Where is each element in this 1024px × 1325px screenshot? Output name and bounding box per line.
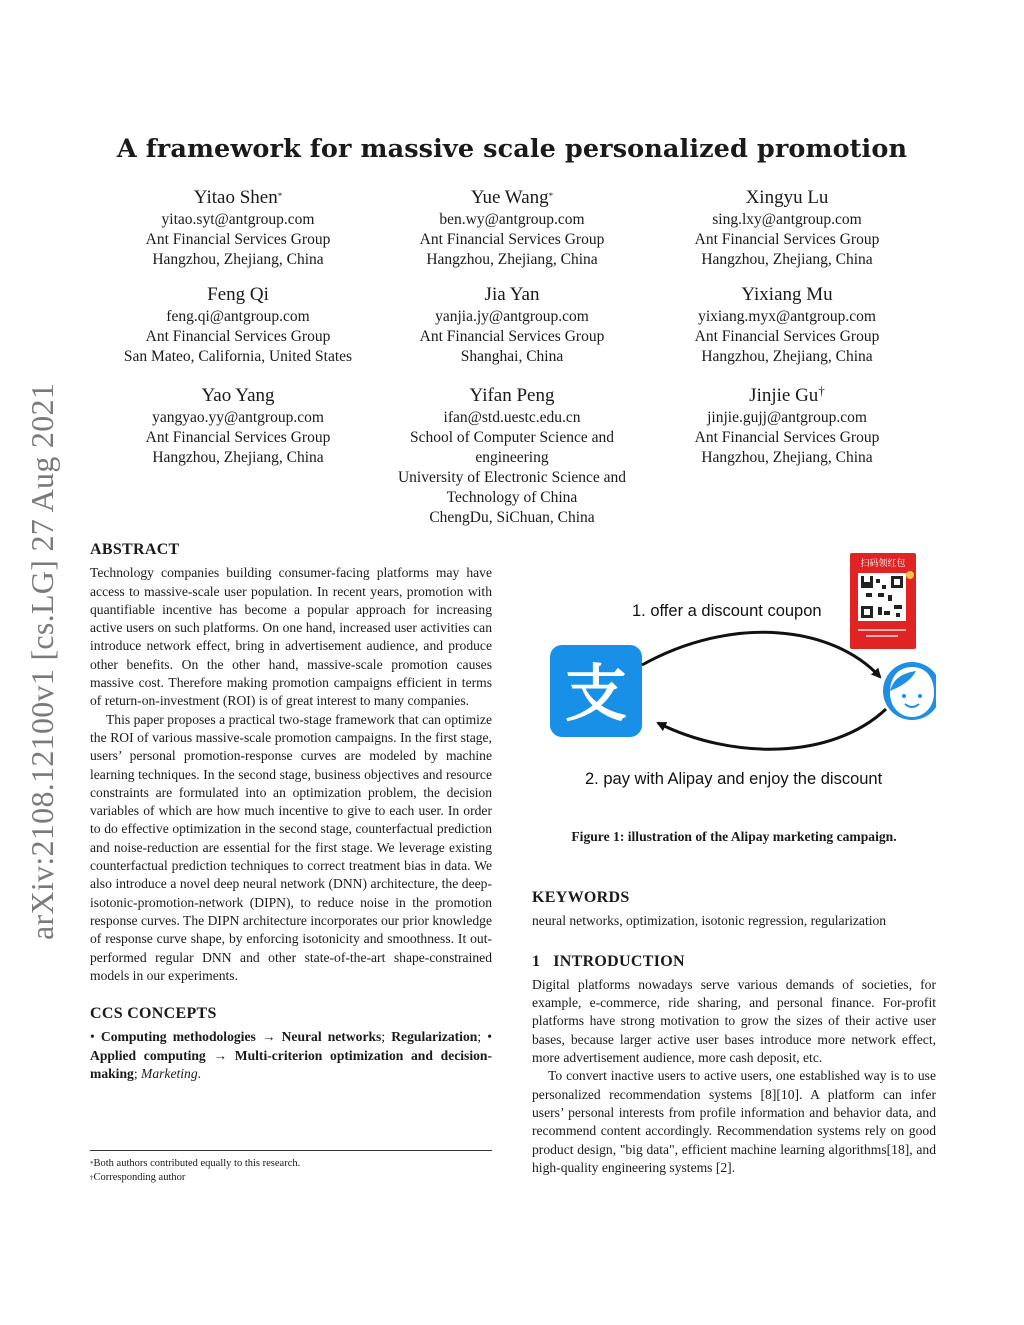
author-block xyxy=(637,384,937,468)
author-affiliation: Ant Financial Services Group xyxy=(694,429,880,446)
author-affiliation: Ant Financial Services Group xyxy=(145,328,331,345)
author-name: Jinjie Gu xyxy=(749,385,819,406)
offer-arrow xyxy=(642,632,880,677)
footnotes xyxy=(90,1150,492,1185)
author-block xyxy=(362,384,662,528)
footnote xyxy=(90,1171,492,1185)
coupon-icon xyxy=(850,553,916,649)
ccs-end: . xyxy=(197,1066,202,1082)
paper-title: A framework for massive scale personalized promotion xyxy=(116,134,908,164)
intro-paragraph: Digital platforms nowadays serve various demands of societies, for example, e-commerce, ride sharing, and personal finance. For-profit platforms have strong motivation to grow the sizes of their active user bases, because larger active user bases introduce more network effect, more advertisement audience, more cash deposit, etc. xyxy=(532,976,936,1066)
arxiv-stamp: arXiv:2108.12100v1 [cs.LG] 27 Aug 2021 xyxy=(24,382,60,940)
abstract-paragraph: This paper proposes a practical two-stage framework that can optimize the ROI of various massive-scale promotion campaigns. In the first stage, users’ personal promotion-response curves are modeled by machine learning techniques. In the second stage, business objectives and resource constraints are formulated into an optimization problem, the decision variables of which are how much incentive to give to each user. In order to do effective optimization in the second stage, counterfactual prediction and noise-reduction are essential for the first stage. We leverage existing counterfactual prediction techniques to correct treatment bias in data. We also introduce a novel deep neural network (DNN) architecture, the deep-isotonic-promotion-network (DIPN), to reduce noise in the promotion response curves. The DIPN architecture incorporates our prior knowledge of response curve shape, by enforcing isotonicity and smoothness. It out-performed regular DNN and other state-of-the-art shape-constrained models in our experiments. xyxy=(90,711,492,983)
author-affiliation: School of Computer Science and xyxy=(409,429,615,446)
ccs-arrow: → xyxy=(261,1029,276,1045)
author-name: Yitao Shen xyxy=(193,187,278,208)
author-block xyxy=(88,283,388,367)
ccs-heading: CCS CONCEPTS xyxy=(90,1005,217,1023)
author-block xyxy=(88,384,388,468)
author-mark: * xyxy=(548,191,554,201)
author-location: Shanghai, China xyxy=(460,348,564,365)
footnote xyxy=(90,1157,492,1171)
intro-paragraph: To convert inactive users to active users, one established way is to use personalized recommendation systems [8][10]. A platform can infer users’ personal interests from profile information and behavior data, and recommend content accordingly. Recommendation systems rely on good product design, "big data", efficient machine learning algorithms[18], and high-quality engineering systems [2]. xyxy=(532,1068,936,1175)
section-title: INTRODUCTION xyxy=(553,952,685,970)
author-name: Feng Qi xyxy=(207,284,269,305)
footnote-mark: † xyxy=(90,1174,94,1182)
keywords-text: neural networks, optimization, isotonic regression, regularization xyxy=(532,913,887,929)
ccs-concepts xyxy=(90,1028,492,1083)
ccs-bullet: • xyxy=(487,1029,492,1045)
author-email: ifan@std.uestc.edu.cn xyxy=(443,409,581,426)
author-name: Xingyu Lu xyxy=(745,187,829,208)
author-block xyxy=(362,283,662,367)
author-mark: † xyxy=(818,383,825,398)
ccs-concept: Multi-criterion optimization and decision-making xyxy=(90,1047,492,1082)
author-block xyxy=(637,283,937,367)
keywords-heading: KEYWORDS xyxy=(532,889,630,906)
ccs-concept: Computing methodologies xyxy=(100,1029,256,1045)
author-affiliation: engineering xyxy=(475,449,549,466)
author-affiliation: Ant Financial Services Group xyxy=(419,328,605,345)
author-block xyxy=(637,186,937,270)
author-location: Hangzhou, Zhejiang, China xyxy=(152,251,324,268)
author-location: Hangzhou, Zhejiang, China xyxy=(701,449,873,466)
author-location: San Mateo, California, United States xyxy=(123,348,353,365)
author-affiliation: Ant Financial Services Group xyxy=(145,429,331,446)
ccs-sep: ; xyxy=(381,1029,386,1045)
figure-label-pay: 2. pay with Alipay and enjoy the discount xyxy=(585,770,883,788)
ccs-concept: Regularization xyxy=(391,1029,478,1045)
author-email: ben.wy@antgroup.com xyxy=(439,211,585,228)
ccs-concept: Marketing xyxy=(141,1066,198,1082)
author-name: Yixiang Mu xyxy=(741,284,833,305)
author-location: Hangzhou, Zhejiang, China xyxy=(701,348,873,365)
ccs-sep: ; xyxy=(477,1029,482,1045)
author-email: yitao.syt@antgroup.com xyxy=(161,211,315,228)
author-email: yanjia.jy@antgroup.com xyxy=(435,308,589,325)
author-affiliation: Ant Financial Services Group xyxy=(694,328,880,345)
alipay-logo-icon xyxy=(550,645,642,737)
author-name: Yifan Peng xyxy=(469,385,555,406)
author-block xyxy=(362,186,662,270)
abstract-paragraph: Technology companies building consumer-facing platforms may have access to massive-scale user population. In recent years, promotion with quantifiable incentive has become a popular approach for increasing active users on such platforms. On one hand, increased user activities can introduce network effect, bring in advertisement audience, and produce other benefits. On the other hand, massive-scale promotion causes massive cost. Therefore making promotion campaigns efficient in terms of return-on-investment (ROI) is of great interest to many companies. xyxy=(90,565,492,709)
author-location: Hangzhou, Zhejiang, China xyxy=(701,251,873,268)
section-number: 1 xyxy=(532,952,541,970)
pay-arrow xyxy=(658,709,886,749)
author-location: Hangzhou, Zhejiang, China xyxy=(426,251,598,268)
figure-1 xyxy=(532,545,936,820)
alipay-glyph: 支 xyxy=(564,657,628,730)
author-email: sing.lxy@antgroup.com xyxy=(712,211,862,228)
author-mark: * xyxy=(277,191,283,201)
user-face-icon xyxy=(883,662,936,720)
abstract-heading: ABSTRACT xyxy=(90,541,180,558)
ccs-concept: Applied computing xyxy=(90,1047,206,1063)
author-name: Jia Yan xyxy=(484,284,540,305)
ccs-sep: ; xyxy=(133,1066,138,1082)
author-affiliation: University of Electronic Science and xyxy=(397,469,627,486)
figure-caption: Figure 1: illustration of the Alipay marketing campaign. xyxy=(571,829,897,844)
author-email: feng.qi@antgroup.com xyxy=(166,308,310,325)
author-block xyxy=(88,186,388,270)
ccs-arrow: → xyxy=(213,1047,228,1063)
footnote-text: Corresponding author xyxy=(93,1172,186,1183)
footnote-mark: * xyxy=(90,1160,94,1168)
author-email: yangyao.yy@antgroup.com xyxy=(152,409,324,426)
figure-label-offer: 1. offer a discount coupon xyxy=(632,602,822,620)
author-location: Hangzhou, Zhejiang, China xyxy=(152,449,324,466)
author-email: yixiang.myx@antgroup.com xyxy=(698,308,876,325)
author-affiliation: Technology of China xyxy=(446,489,578,506)
footnote-text: Both authors contributed equally to this research. xyxy=(93,1158,301,1169)
left-column xyxy=(90,541,492,1083)
author-location: ChengDu, SiChuan, China xyxy=(429,509,595,526)
ccs-concept: Neural networks xyxy=(281,1029,382,1045)
author-affiliation: Ant Financial Services Group xyxy=(145,231,331,248)
author-name: Yao Yang xyxy=(201,385,275,406)
ccs-bullet: • xyxy=(90,1029,95,1045)
author-affiliation: Ant Financial Services Group xyxy=(694,231,880,248)
author-email: jinjie.gujj@antgroup.com xyxy=(707,409,867,426)
author-name: Yue Wang xyxy=(470,187,549,208)
coupon-text: 扫码领红包 xyxy=(860,559,906,569)
author-affiliation: Ant Financial Services Group xyxy=(419,231,605,248)
intro-heading xyxy=(532,953,936,971)
right-column xyxy=(532,889,936,1177)
